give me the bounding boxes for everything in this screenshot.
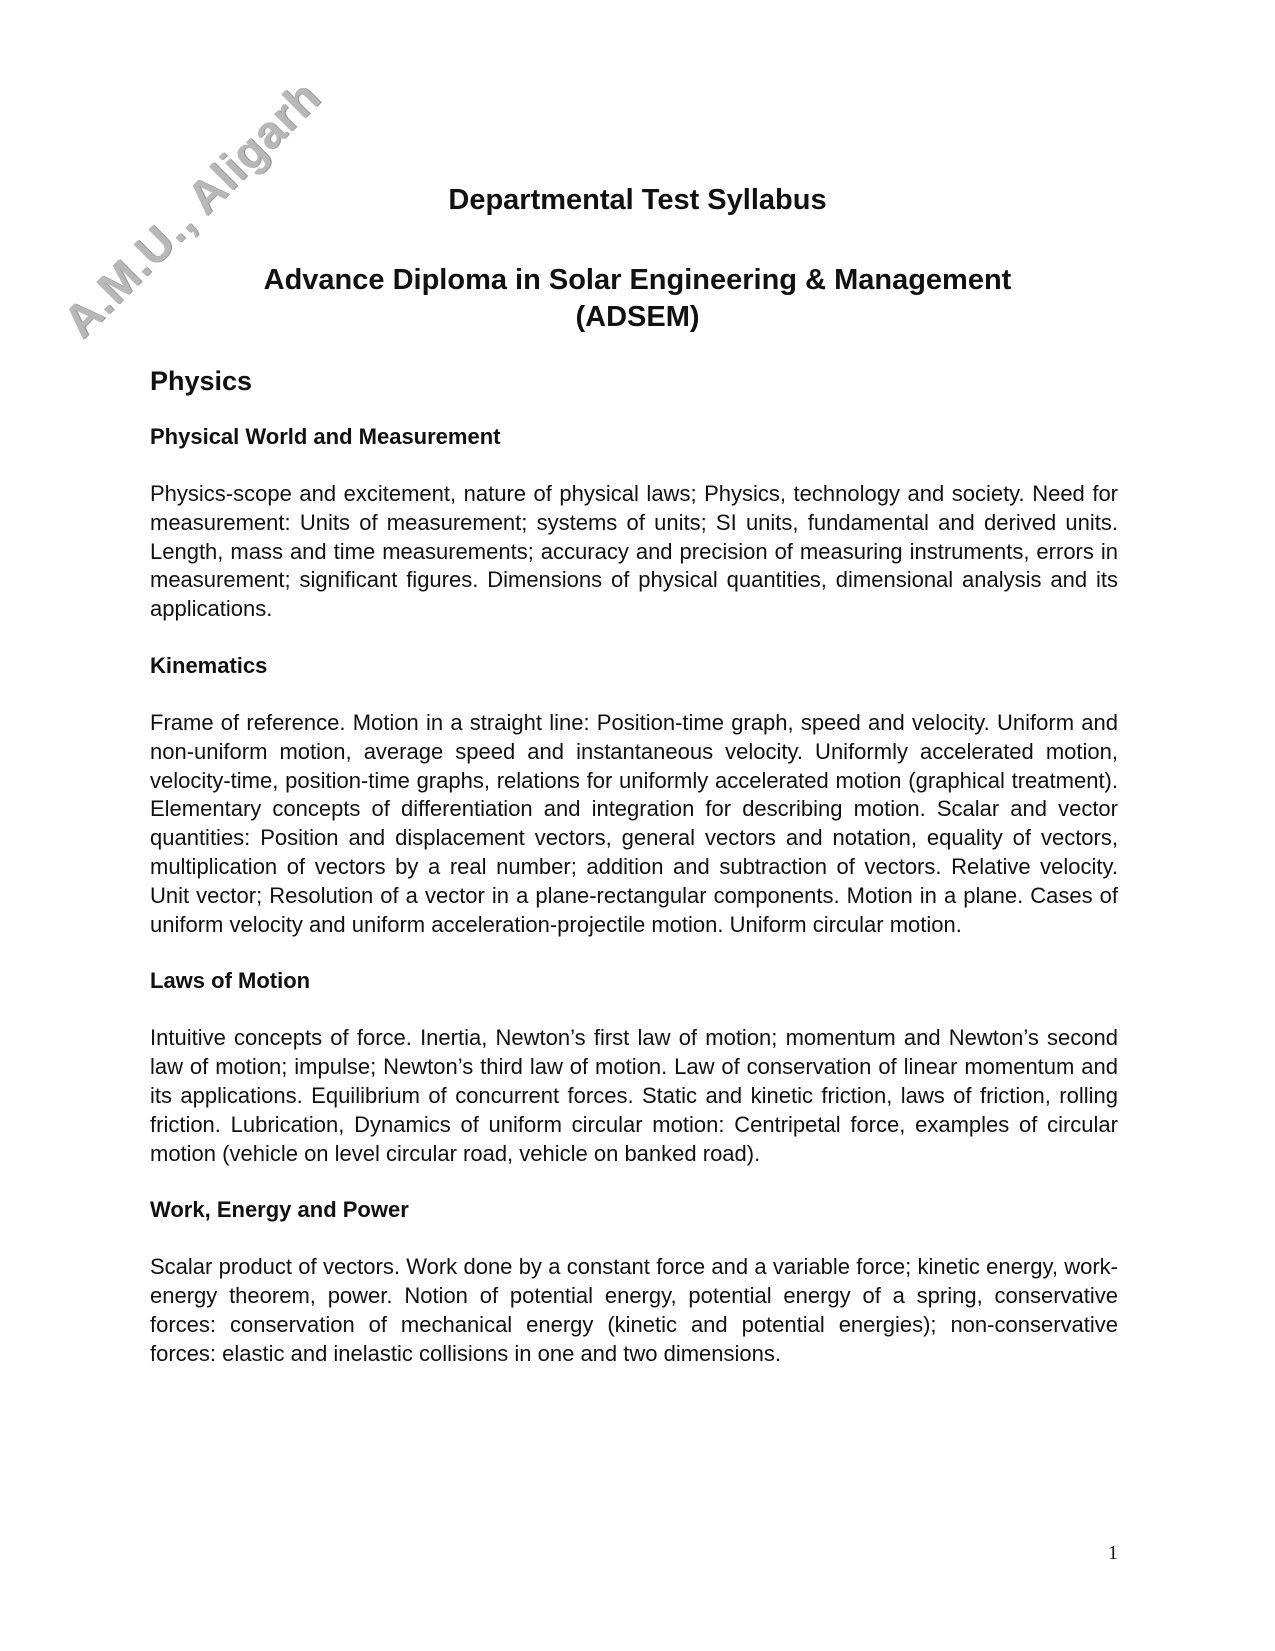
course-title-line2: (ADSEM) xyxy=(575,301,700,333)
section-heading-laws-of-motion: Laws of Motion xyxy=(150,968,311,994)
syllabus-content xyxy=(150,366,1118,1398)
course-title xyxy=(0,262,1275,336)
section-heading-kinematics: Kinematics xyxy=(150,652,268,678)
page-number: 1 xyxy=(1108,1542,1118,1564)
document-title: Departmental Test Syllabus xyxy=(448,184,827,216)
course-title-line1: Advance Diploma in Solar Engineering & Management xyxy=(263,264,1012,296)
section-body-laws-of-motion: Intuitive concepts of force. Inertia, Newton’s first law of motion; momentum and Newton’s second law of motion; impulse; Newton’s third law of motion. Law of conservation of linear momentum and its applications. Equilibrium of concurrent forces. Static and kinetic friction, laws of friction, rolling friction. Lubrication, Dynamics of uniform circular motion: Centripetal force, examples of circular motion (vehicle on level circular road, vehicle on banked road). xyxy=(150,1025,1118,1166)
section-heading-work-energy-power: Work, Energy and Power xyxy=(150,1197,409,1223)
section-body-physical-world: Physics-scope and excitement, nature of physical laws; Physics, technology and society. Need for measurement: Units of measurement; systems of units; SI units, fundamental and derived units. Length, mass and time measurements; accuracy and precision of measuring instruments, errors in measurement; significant figures. Dimensions of physical quantities, dimensional analysis and its applications. xyxy=(150,481,1118,622)
subject-heading: Physics xyxy=(150,366,253,396)
section-heading-physical-world: Physical World and Measurement xyxy=(150,424,501,449)
watermark: A.M.U., Aligarh xyxy=(52,69,331,348)
section-body-work-energy-power: Scalar product of vectors. Work done by a constant force and a variable force; kinetic energy, work-energy theorem, power. Notion of potential energy, potential energy of a spring, conservative forces: conservation of mechanical energy (kinetic and potential energies); non-conservative forces: elastic and inelastic collisions in one and two dimensions. xyxy=(150,1254,1118,1366)
section-body-kinematics: Frame of reference. Motion in a straight line: Position-time graph, speed and velocity. Uniform and non-uniform motion, average speed and instantaneous velocity. Uniformly accelerated motion, velocity-time, position-time graphs, relations for uniformly accelerated motion (graphical treatment). Elementary concepts of differentiation and integration for describing motion. Scalar and vector quantities: Position and displacement vectors, general vectors and notation, equality of vectors, multiplication of vectors by a real number; addition and subtraction of vectors. Relative velocity. Unit vector; Resolution of a vector in a plane-rectangular components. Motion in a plane. Cases of uniform velocity and uniform acceleration-projectile motion. Uniform circular motion. xyxy=(150,709,1118,937)
